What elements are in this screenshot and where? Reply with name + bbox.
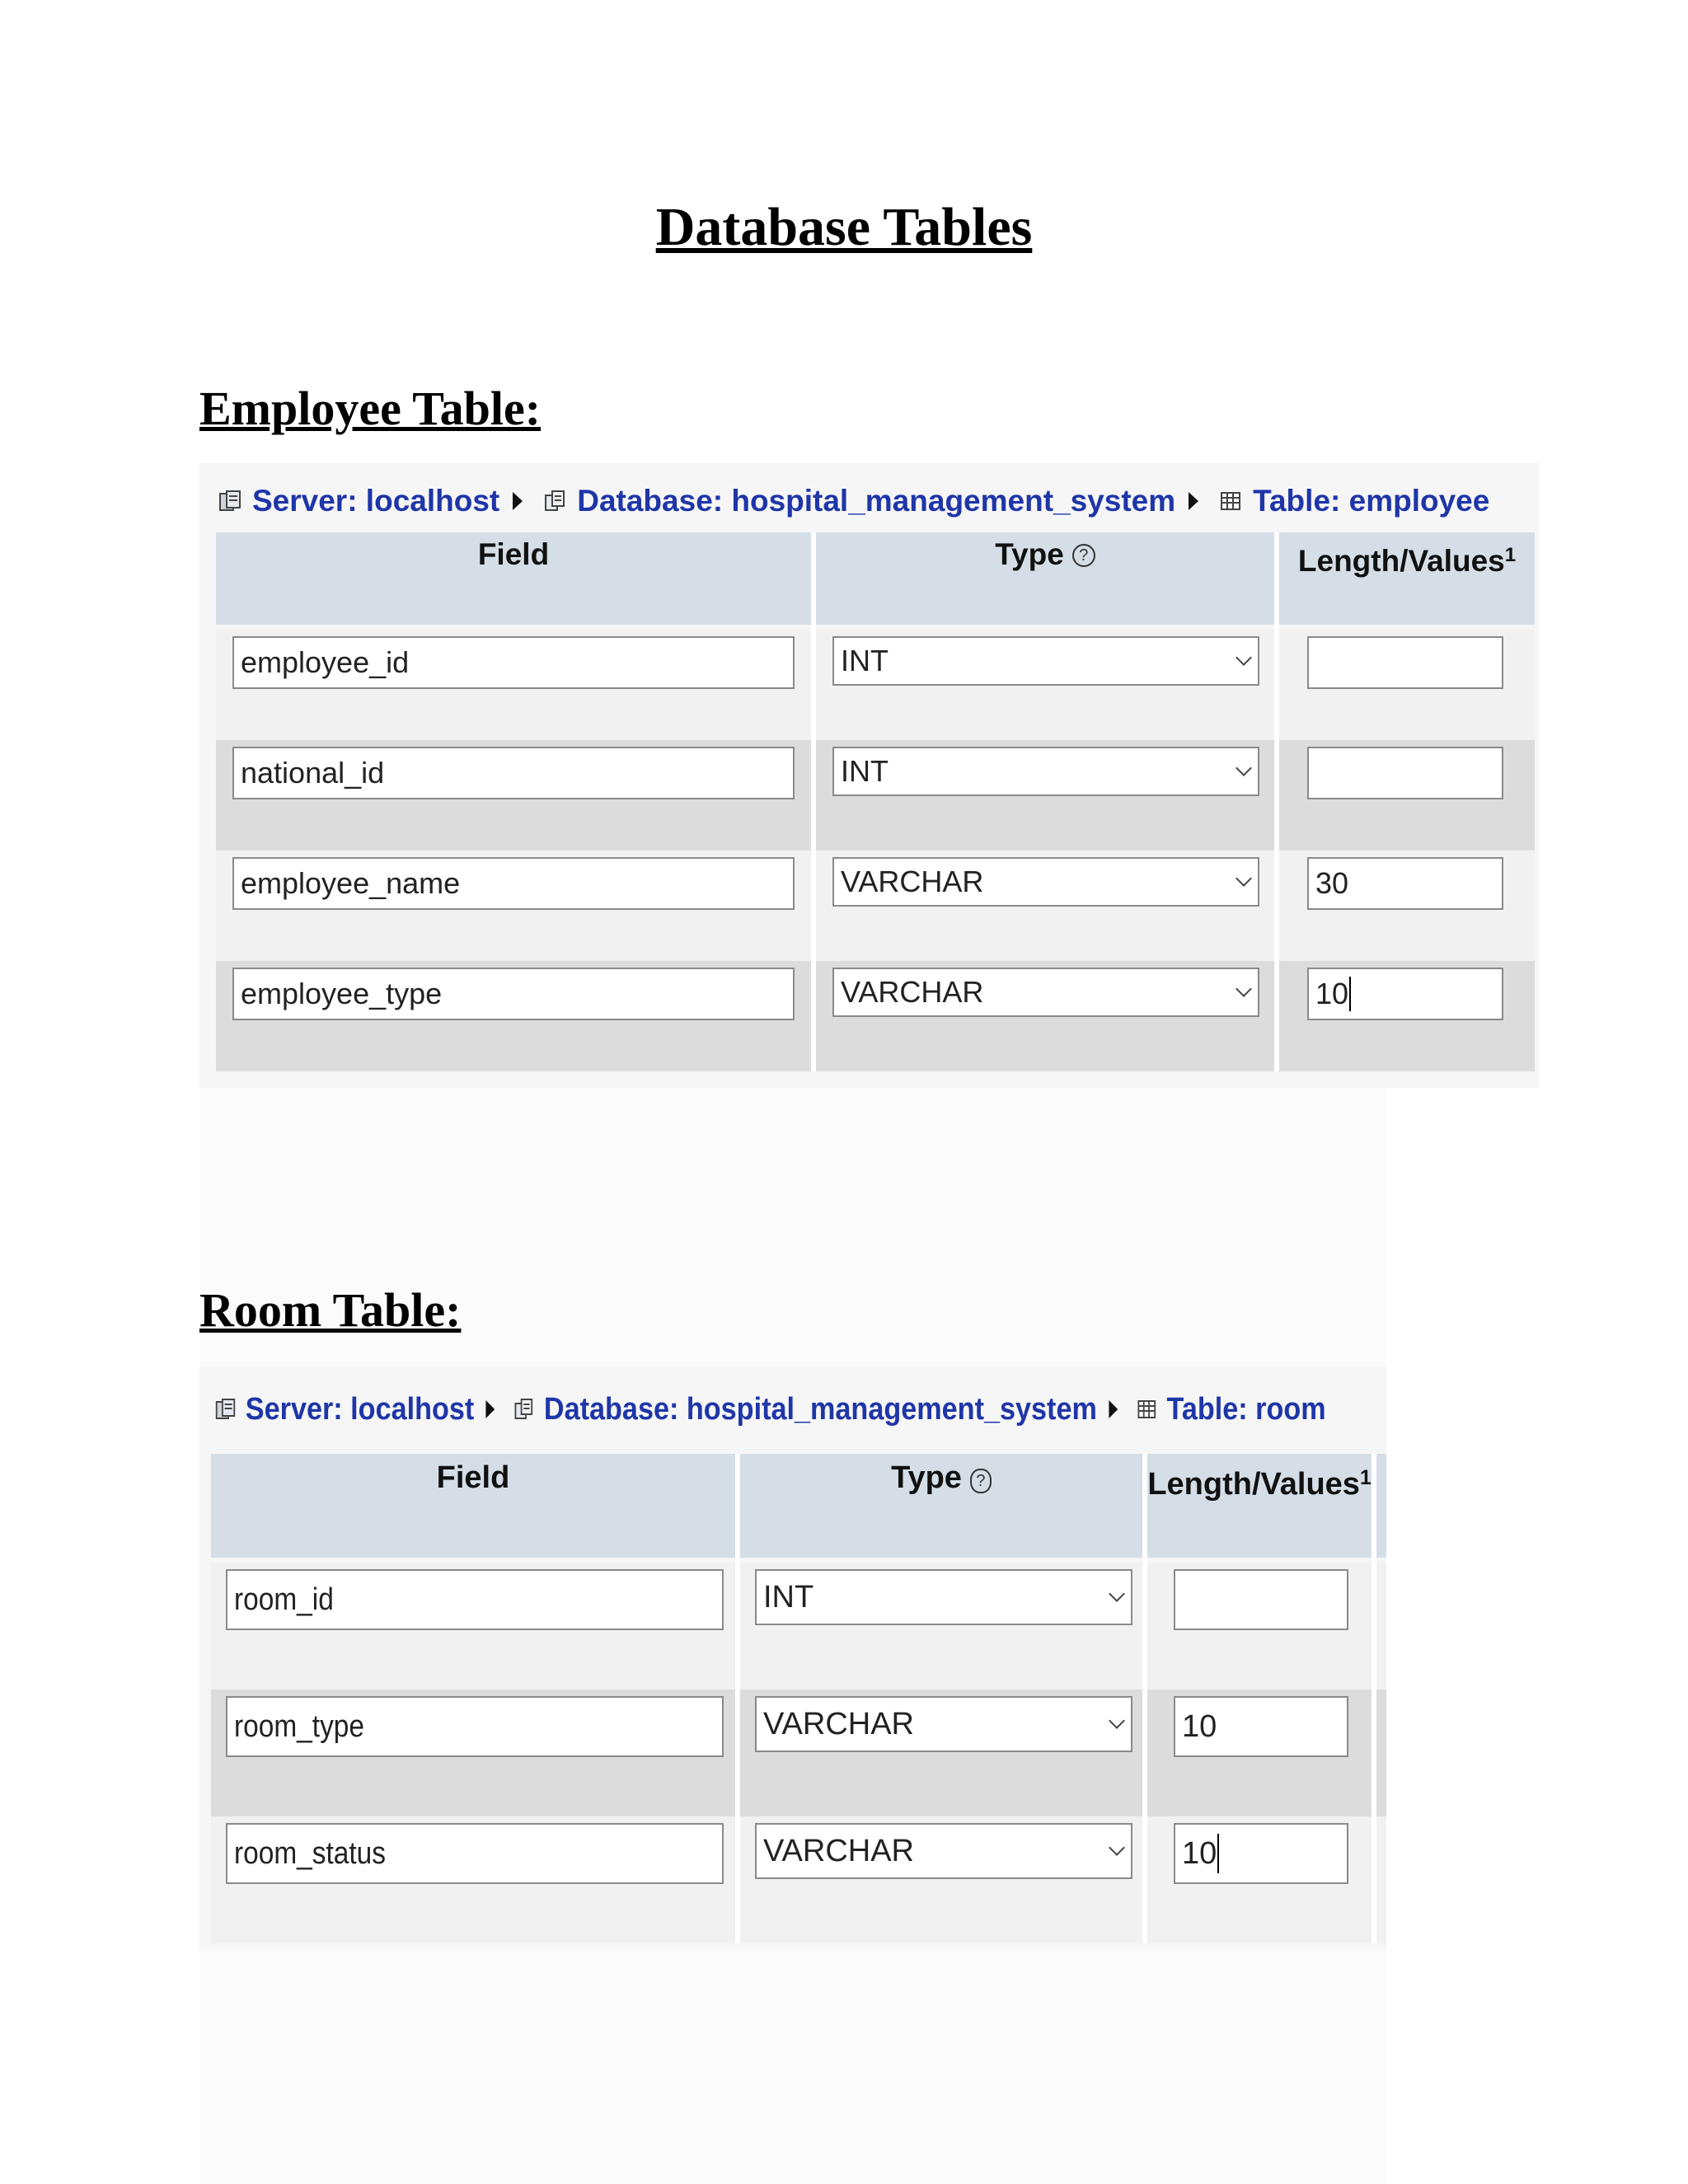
text-caret-icon [1217, 1834, 1219, 1873]
length-input[interactable]: 10 [1307, 968, 1503, 1020]
breadcrumb-server[interactable] [214, 1392, 474, 1427]
type-select[interactable]: VARCHAR [755, 1823, 1132, 1879]
breadcrumb-arrow-icon [1189, 492, 1198, 510]
column-header-overflow [1376, 1454, 1386, 1558]
chevron-down-icon [1109, 1840, 1125, 1856]
room-columns-grid [211, 1454, 1386, 1950]
chevron-down-icon [1109, 1586, 1125, 1602]
field-name-input[interactable]: national_id [232, 747, 795, 799]
field-name-input[interactable]: employee_id [232, 636, 795, 689]
column-header-type: Type ? [816, 532, 1274, 625]
column-divider [1274, 532, 1279, 1071]
help-icon[interactable]: ? [1072, 544, 1095, 567]
type-select[interactable]: VARCHAR [755, 1696, 1132, 1752]
breadcrumb-table[interactable] [1136, 1392, 1326, 1427]
breadcrumb-server-label[interactable]: Server: localhost [245, 1391, 475, 1427]
table-icon [1218, 489, 1243, 513]
breadcrumb-database[interactable] [542, 484, 1175, 518]
type-select[interactable]: INT [832, 747, 1259, 796]
chevron-down-icon [1236, 760, 1252, 776]
breadcrumb-table-label[interactable]: Table: room [1166, 1391, 1326, 1427]
room-section-heading: Room Table: [199, 1283, 462, 1337]
employee-columns-grid [216, 532, 1535, 1088]
length-input[interactable] [1307, 747, 1503, 799]
database-icon [513, 1397, 535, 1422]
breadcrumb [214, 1385, 1326, 1434]
column-divider [735, 1454, 740, 1943]
chevron-down-icon [1109, 1713, 1125, 1729]
column-header-field: Field [211, 1454, 735, 1558]
column-header-length: Length/Values 1 [1279, 532, 1535, 625]
chevron-down-icon [1236, 649, 1252, 666]
table-icon [1136, 1397, 1158, 1422]
breadcrumb-arrow-icon [1109, 1400, 1118, 1418]
length-input[interactable]: 30 [1307, 857, 1503, 910]
breadcrumb [218, 476, 1489, 526]
chevron-down-icon [1236, 870, 1252, 887]
employee-table-panel [199, 463, 1540, 1088]
column-header-length: Length/Values 1 [1147, 1454, 1372, 1558]
field-name-input[interactable]: employee_name [232, 857, 795, 910]
column-divider [811, 532, 816, 1071]
breadcrumb-server-label[interactable]: Server: localhost [252, 484, 500, 518]
field-name-input[interactable]: room_status [226, 1823, 724, 1884]
database-icon [542, 489, 567, 513]
breadcrumb-arrow-icon [513, 492, 523, 510]
column-divider [1372, 1454, 1376, 1943]
breadcrumb-database-label[interactable]: Database: hospital_management_system [543, 1391, 1097, 1427]
field-name-input[interactable]: room_id [226, 1569, 724, 1630]
field-name-input[interactable]: employee_type [232, 968, 795, 1020]
length-input[interactable] [1307, 636, 1503, 689]
chevron-down-icon [1236, 981, 1252, 997]
length-input[interactable] [1174, 1569, 1348, 1630]
column-divider [1142, 1454, 1147, 1943]
employee-section-heading: Employee Table: [199, 382, 542, 435]
breadcrumb-database[interactable] [513, 1392, 1097, 1427]
server-icon [218, 489, 242, 513]
help-icon[interactable]: ? [970, 1469, 992, 1493]
breadcrumb-server[interactable] [218, 484, 499, 518]
length-input[interactable]: 10 [1174, 1823, 1348, 1884]
type-select[interactable]: INT [832, 636, 1259, 686]
column-header-field: Field [216, 532, 811, 625]
breadcrumb-table[interactable] [1218, 484, 1489, 518]
field-name-input[interactable]: room_type [226, 1696, 724, 1757]
length-input[interactable]: 10 [1174, 1696, 1348, 1757]
breadcrumb-table-label[interactable]: Table: employee [1253, 484, 1490, 518]
server-icon [214, 1397, 237, 1422]
breadcrumb-database-label[interactable]: Database: hospital_management_system [577, 484, 1176, 518]
breadcrumb-arrow-icon [486, 1400, 495, 1418]
type-select[interactable]: VARCHAR [832, 857, 1259, 907]
page-title: Database Tables [655, 197, 1033, 257]
room-table-panel [199, 1366, 1386, 1950]
type-select[interactable]: INT [755, 1569, 1132, 1625]
text-caret-icon [1349, 977, 1351, 1011]
type-select[interactable]: VARCHAR [832, 968, 1259, 1017]
column-header-type: Type ? [740, 1454, 1142, 1558]
